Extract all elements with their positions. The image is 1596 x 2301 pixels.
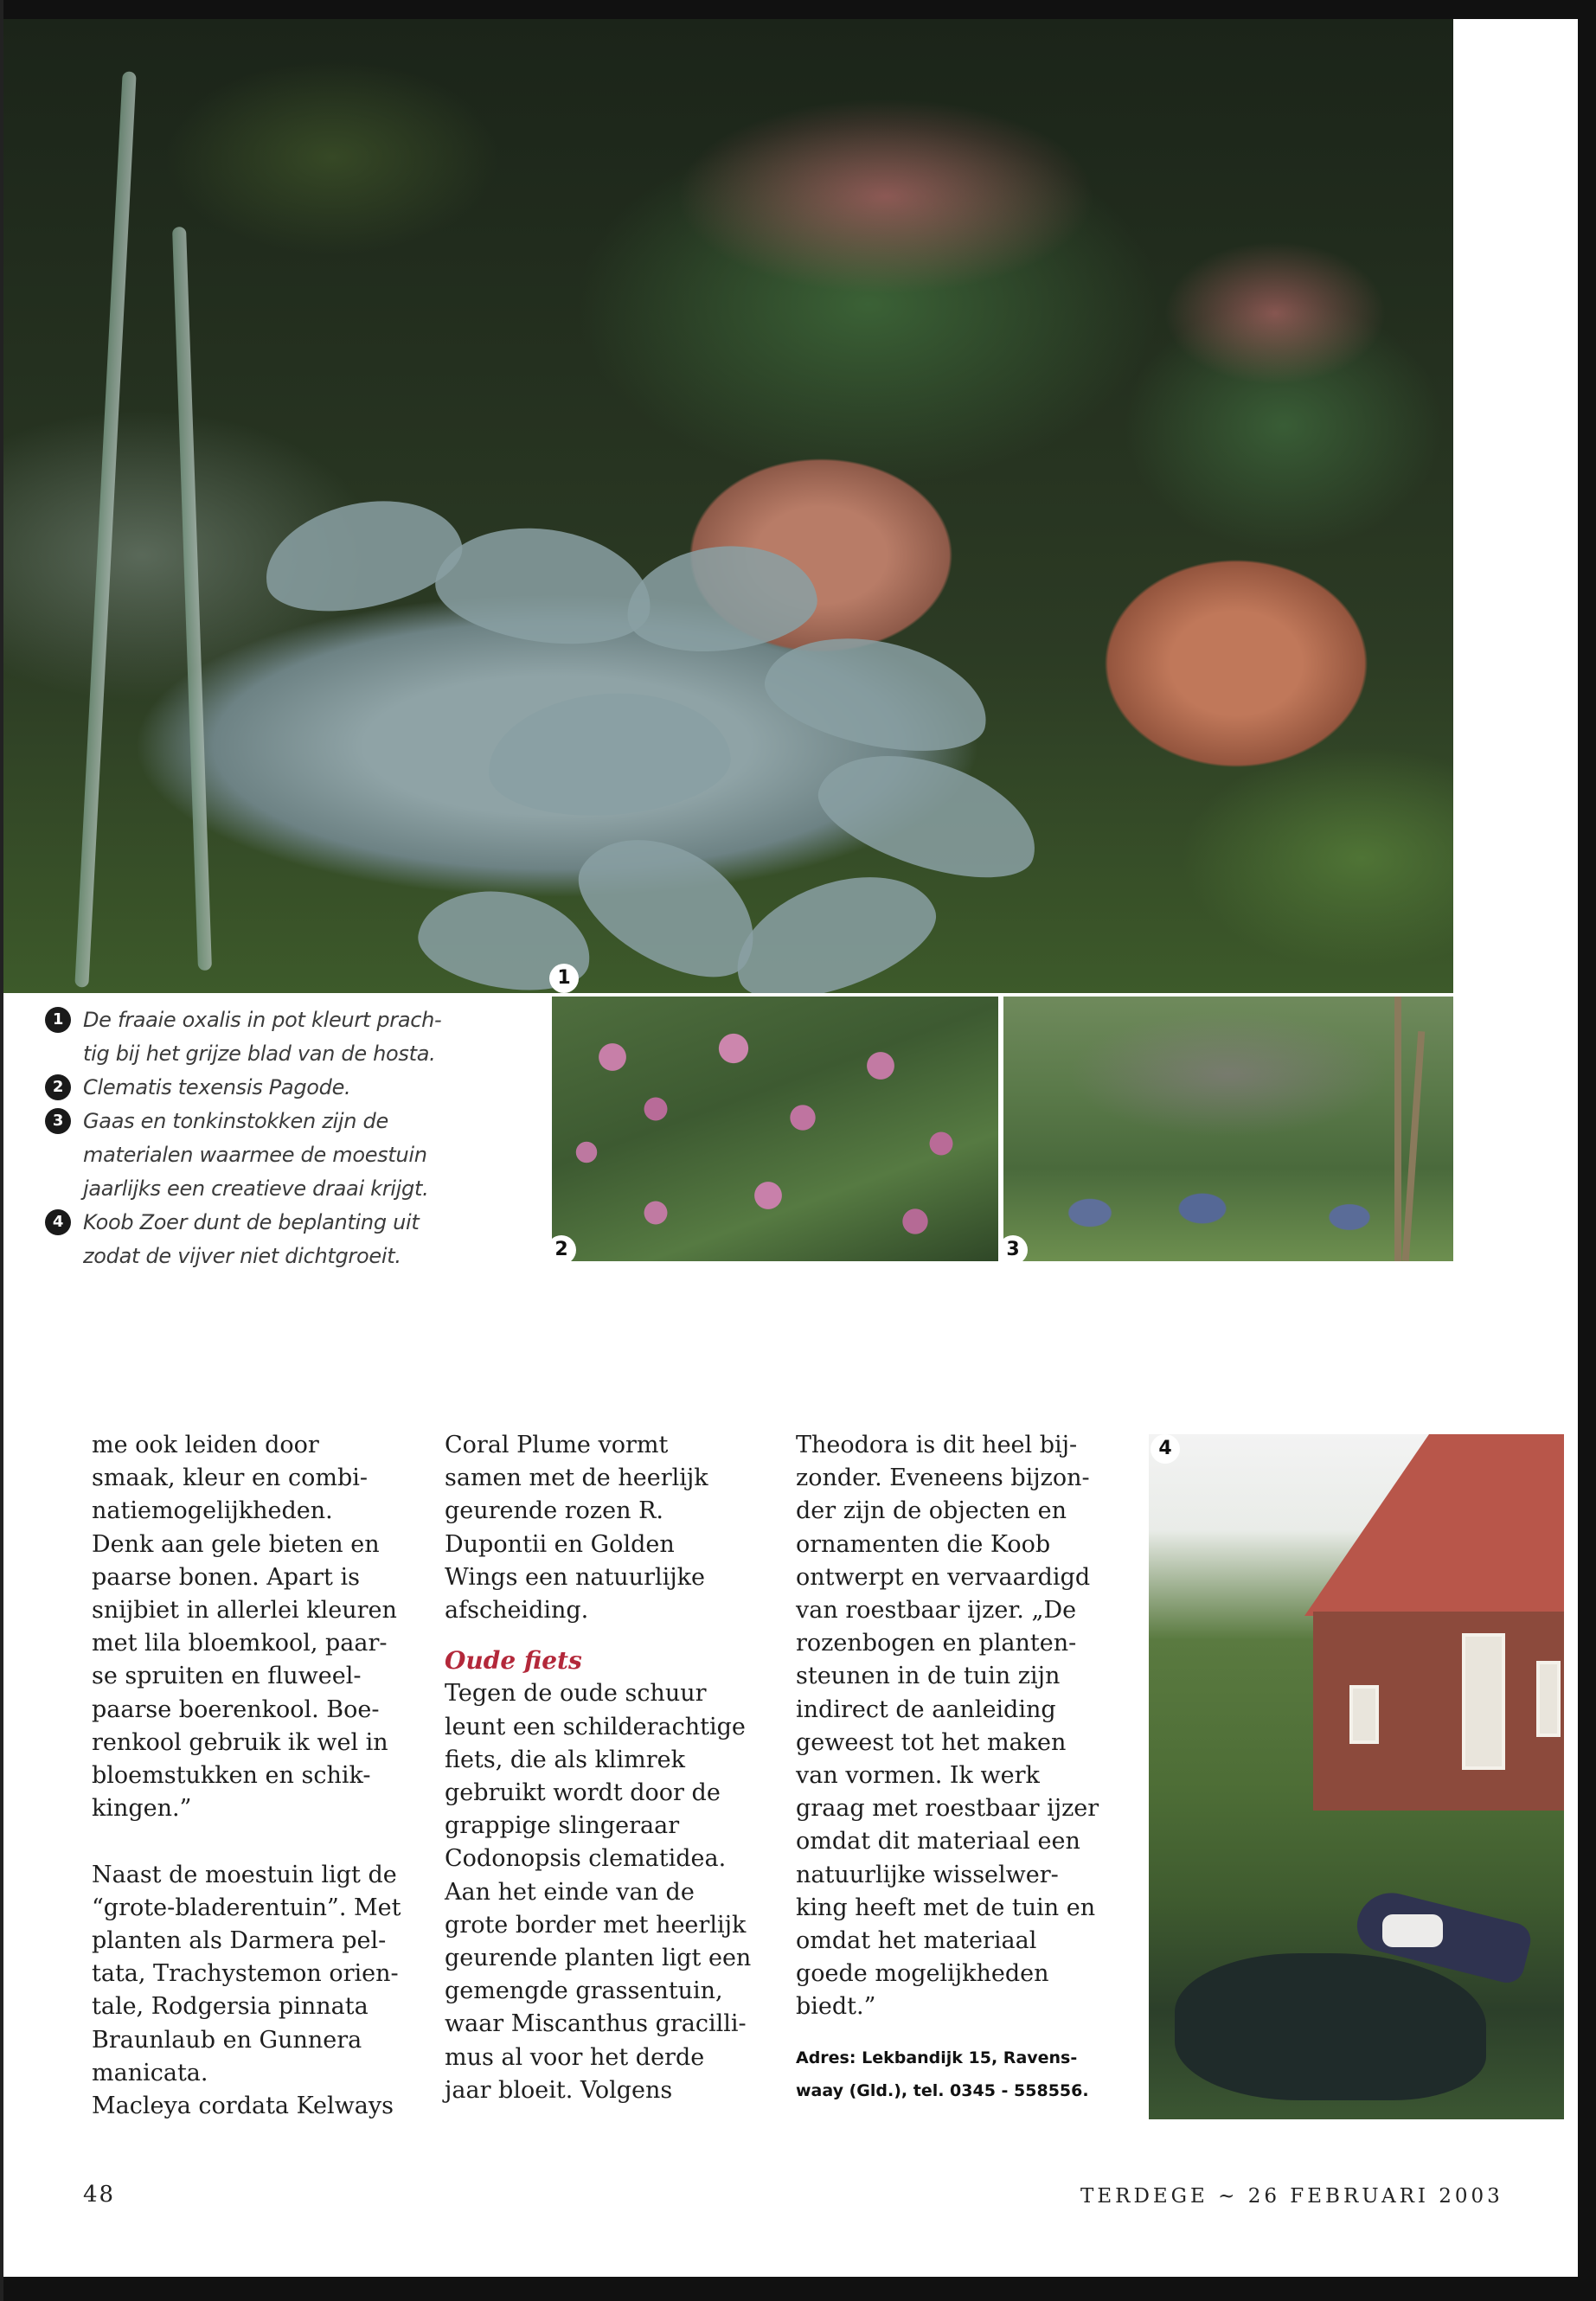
text-line: Theodora is dit heel bij-: [796, 1432, 1078, 1458]
text-line: Naast de moestuin ligt de: [92, 1861, 397, 1888]
photo-oxalis-hosta: [3, 19, 1453, 993]
page-border-top: [0, 0, 1596, 19]
text-line: geurende rozen R.: [445, 1497, 664, 1525]
text-line: renkool gebruik ik wel in: [92, 1728, 388, 1756]
caption-number: 4: [45, 1209, 71, 1235]
text-line: paarse boerenkool. Boe-: [92, 1695, 380, 1723]
text-line: Braunlaub en Gunnera: [92, 2026, 362, 2054]
text-line: paarse bonen. Apart is: [92, 1563, 360, 1591]
hosta-leaf: [719, 852, 950, 993]
plant-stem: [172, 227, 212, 971]
photo-number-badge: 4: [1151, 1434, 1180, 1464]
photo-house-pond: [1149, 1434, 1564, 2119]
caption-item: [52, 1071, 533, 1105]
text-line: Aan het einde van de: [445, 1878, 695, 1906]
hosta-leaf: [254, 484, 471, 626]
text-line: rozenbogen en planten-: [796, 1630, 1077, 1657]
caption-item: [52, 1003, 533, 1071]
house-window: [1536, 1661, 1561, 1737]
text-line: met lila bloemkool, paar-: [92, 1630, 388, 1657]
text-line: der zijn de objecten en: [796, 1497, 1067, 1525]
text-line: waay (Gld.), tel. 0345 - 558556.: [796, 2080, 1089, 2100]
house-roof: [1304, 1434, 1564, 1616]
text-line: omdat dit materiaal een: [796, 1828, 1080, 1856]
page-border-bottom: [0, 2277, 1596, 2301]
paragraph: [445, 1429, 773, 1627]
text-line: leunt een schilderachtige: [445, 1713, 746, 1740]
text-line: mus al voor het derde: [445, 2043, 705, 2071]
caption-number: 3: [45, 1108, 71, 1134]
text-line: zonder. Eveneens bijzon-: [796, 1465, 1090, 1492]
paragraph: [445, 1677, 773, 2107]
text-line: van roestbaar ijzer. „De: [796, 1597, 1077, 1625]
text-line: grappige slingeraar: [445, 1812, 680, 1840]
text-line: jaar bloeit. Volgens: [445, 2076, 673, 2104]
text-line: grote border met heerlijk: [445, 1911, 747, 1939]
text-line: natuurlijke wisselwer-: [796, 1861, 1059, 1888]
photo-caption: [52, 1003, 533, 1273]
text-line: king heeft met de tuin en: [796, 1894, 1096, 1921]
text-line: Wings een natuurlijke: [445, 1563, 705, 1591]
tonkin-stake: [1394, 997, 1401, 1261]
article-column-1: [92, 1429, 420, 2123]
text-line: Denk aan gele bieten en: [92, 1530, 380, 1558]
paragraph: [92, 1859, 420, 2124]
paragraph: [796, 1429, 1125, 2024]
paragraph: [92, 1429, 420, 1825]
text-line: kingen.”: [92, 1795, 192, 1823]
text-line: Tegen de oude schuur: [445, 1680, 707, 1708]
text-line: geurende planten ligt een: [445, 1945, 752, 1972]
hosta-leaf: [621, 537, 821, 660]
text-line: Coral Plume vormt: [445, 1432, 669, 1458]
text-line: goede mogelijkheden: [796, 1960, 1049, 1988]
publication-date: TERDEGE ~ 26 FEBRUARI 2003: [1080, 2185, 1503, 2208]
text-line: samen met de heerlijk: [445, 1465, 708, 1492]
caption-number: 1: [45, 1007, 71, 1033]
text-line: omdat het materiaal: [796, 1927, 1037, 1955]
house-window: [1349, 1685, 1379, 1744]
caption-line: tig bij het grijze blad van de hosta.: [83, 1042, 436, 1066]
tonkin-stake: [1402, 1031, 1426, 1261]
text-line: ontwerpt en vervaardigd: [796, 1563, 1091, 1591]
text-line: tata, Trachystemon orien-: [92, 1960, 399, 1988]
text-line: ornamenten die Koob: [796, 1530, 1051, 1558]
text-line: biedt.”: [796, 1993, 876, 2021]
address-block: [796, 2041, 1125, 2107]
caption-line: Koob Zoer dunt de beplanting uit: [83, 1210, 420, 1234]
text-line: natiemogelijkheden.: [92, 1497, 333, 1525]
article-column-2: [445, 1429, 773, 2107]
caption-number: 2: [45, 1074, 71, 1100]
caption-line: Clematis texensis Pagode.: [83, 1075, 351, 1099]
hosta-leaf: [756, 619, 997, 767]
photo-number-badge: 1: [549, 964, 579, 993]
caption-line: jaarlijks een creatieve draai krijgt.: [83, 1176, 429, 1201]
text-line: smaak, kleur en combi-: [92, 1465, 369, 1492]
hosta-leaf: [806, 731, 1052, 899]
text-line: gebruikt wordt door de: [445, 1779, 721, 1807]
garden-pond: [1175, 1953, 1486, 2100]
text-line: snijbiet in allerlei kleuren: [92, 1597, 397, 1625]
caption-line: De fraaie oxalis in pot kleurt prach-: [83, 1008, 442, 1032]
page-number: 48: [83, 2182, 116, 2208]
text-line: geweest tot het maken: [796, 1728, 1067, 1756]
hosta-leaf: [429, 515, 659, 657]
photo-clematis: [552, 997, 998, 1261]
text-line: indirect de aanleiding: [796, 1695, 1056, 1723]
text-line: Macleya cordata Kelways: [92, 2093, 394, 2120]
text-line: Dupontii en Golden: [445, 1530, 675, 1558]
text-line: “grote-bladerentuin”. Met: [92, 1894, 401, 1921]
text-line: graag met roestbaar ijzer: [796, 1795, 1099, 1823]
person-shirt: [1382, 1914, 1443, 1947]
text-line: fiets, die als klimrek: [445, 1746, 685, 1773]
text-line: planten als Darmera pel-: [92, 1927, 387, 1955]
text-line: me ook leiden door: [92, 1432, 319, 1458]
text-line: afscheiding.: [445, 1597, 589, 1625]
text-line: Codonopsis clematidea.: [445, 1845, 727, 1873]
caption-item: [52, 1105, 533, 1206]
hosta-leaf: [484, 685, 734, 823]
section-subhead: Oude fiets: [445, 1646, 582, 1676]
article-column-3: [796, 1429, 1125, 2107]
text-line: se spruiten en fluweel-: [92, 1663, 362, 1690]
photo-number-badge: 2: [552, 1235, 576, 1261]
text-line: steunen in de tuin zijn: [796, 1663, 1061, 1690]
text-line: manicata.: [92, 2059, 208, 2086]
text-line: gemengde grassentuin,: [445, 1977, 723, 2005]
text-line: tale, Rodgersia pinnata: [92, 1993, 369, 2021]
photo-vegetable-garden: [1003, 997, 1453, 1261]
caption-line: Gaas en tonkinstokken zijn de: [83, 1109, 388, 1133]
text-line: waar Miscanthus gracilli-: [445, 2010, 747, 2038]
caption-line: zodat de vijver niet dichtgroeit.: [83, 1244, 401, 1268]
text-line: van vormen. Ik werk: [796, 1762, 1040, 1790]
house-door-window: [1462, 1633, 1505, 1770]
page-border-right: [1578, 0, 1596, 2301]
caption-item: [52, 1206, 533, 1273]
text-line: bloemstukken en schik-: [92, 1762, 371, 1790]
caption-line: materialen waarmee de moestuin: [83, 1143, 427, 1167]
text-line: Adres: Lekbandijk 15, Ravens-: [796, 2048, 1078, 2067]
plant-stem: [74, 71, 136, 987]
photo-number-badge: 3: [1003, 1235, 1028, 1261]
